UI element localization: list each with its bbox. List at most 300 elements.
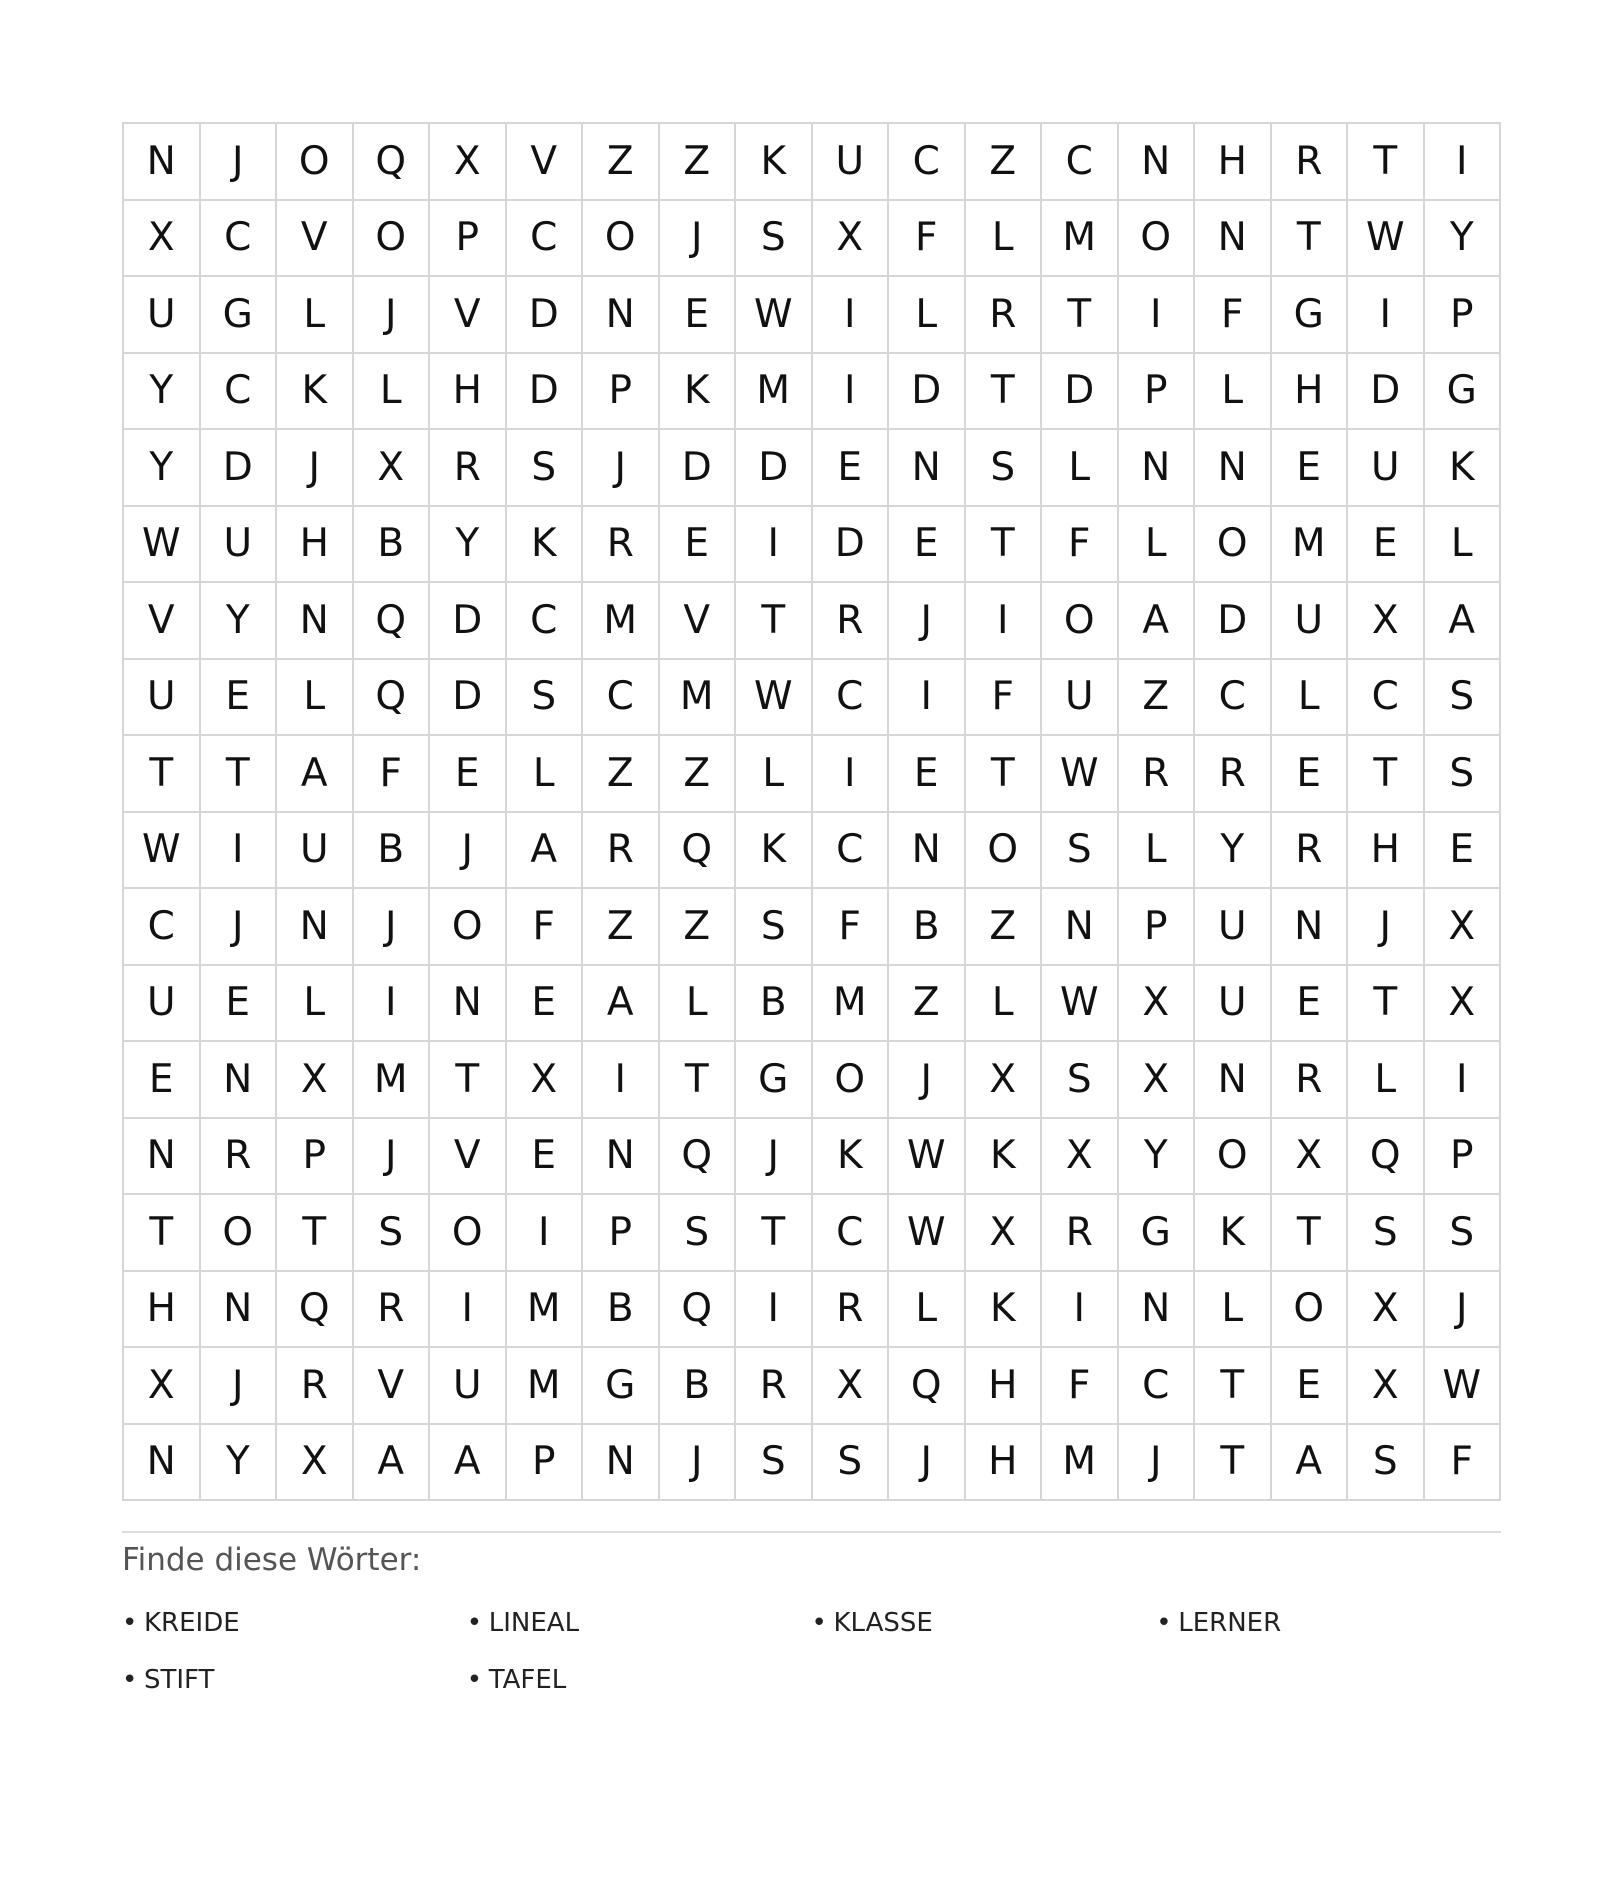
grid-cell[interactable]: R	[736, 1348, 813, 1425]
grid-cell[interactable]: I	[813, 354, 890, 431]
grid-cell[interactable]: D	[889, 354, 966, 431]
grid-cell[interactable]: S	[736, 1425, 813, 1502]
grid-cell[interactable]: R	[583, 507, 660, 584]
grid-cell[interactable]: X	[1272, 1119, 1349, 1196]
grid-cell[interactable]: R	[583, 813, 660, 890]
grid-cell[interactable]: W	[124, 507, 201, 584]
grid-cell[interactable]: J	[354, 889, 431, 966]
grid-cell[interactable]: N	[201, 1042, 278, 1119]
grid-cell[interactable]: G	[1119, 1195, 1196, 1272]
grid-cell[interactable]: C	[1042, 124, 1119, 201]
grid-cell[interactable]: I	[813, 277, 890, 354]
grid-cell[interactable]: G	[736, 1042, 813, 1119]
grid-cell[interactable]: G	[201, 277, 278, 354]
grid-cell[interactable]: W	[736, 660, 813, 737]
grid-cell[interactable]: D	[507, 354, 584, 431]
grid-cell[interactable]: P	[1119, 889, 1196, 966]
grid-cell[interactable]: P	[430, 201, 507, 278]
grid-cell[interactable]: X	[124, 201, 201, 278]
grid-cell[interactable]: L	[736, 736, 813, 813]
grid-cell[interactable]: I	[736, 1272, 813, 1349]
grid-cell[interactable]: M	[1272, 507, 1349, 584]
grid-cell[interactable]: I	[430, 1272, 507, 1349]
grid-cell[interactable]: N	[1195, 430, 1272, 507]
grid-cell[interactable]: U	[1195, 966, 1272, 1043]
grid-cell[interactable]: Q	[660, 813, 737, 890]
grid-cell[interactable]: N	[430, 966, 507, 1043]
grid-cell[interactable]: T	[736, 583, 813, 660]
grid-cell[interactable]: Z	[889, 966, 966, 1043]
grid-cell[interactable]: U	[124, 277, 201, 354]
grid-cell[interactable]: P	[1425, 277, 1502, 354]
grid-cell[interactable]: Z	[1119, 660, 1196, 737]
grid-cell[interactable]: R	[1272, 1042, 1349, 1119]
grid-cell[interactable]: E	[1348, 507, 1425, 584]
grid-cell[interactable]: R	[813, 583, 890, 660]
grid-cell[interactable]: N	[124, 1425, 201, 1502]
grid-cell[interactable]: T	[1272, 201, 1349, 278]
grid-cell[interactable]: E	[889, 507, 966, 584]
grid-cell[interactable]: N	[889, 430, 966, 507]
grid-cell[interactable]: J	[430, 813, 507, 890]
grid-cell[interactable]: N	[889, 813, 966, 890]
grid-cell[interactable]: E	[1272, 430, 1349, 507]
grid-cell[interactable]: K	[1425, 430, 1502, 507]
grid-cell[interactable]: B	[354, 507, 431, 584]
grid-cell[interactable]: T	[1348, 124, 1425, 201]
grid-cell[interactable]: I	[201, 813, 278, 890]
grid-cell[interactable]: K	[736, 124, 813, 201]
grid-cell[interactable]: A	[507, 813, 584, 890]
grid-cell[interactable]: P	[1119, 354, 1196, 431]
grid-cell[interactable]: Z	[660, 736, 737, 813]
grid-cell[interactable]: M	[1042, 1425, 1119, 1502]
grid-cell[interactable]: C	[813, 813, 890, 890]
grid-cell[interactable]: N	[1119, 124, 1196, 201]
grid-cell[interactable]: P	[1425, 1119, 1502, 1196]
grid-cell[interactable]: M	[736, 354, 813, 431]
grid-cell[interactable]: U	[1042, 660, 1119, 737]
grid-cell[interactable]: O	[201, 1195, 278, 1272]
grid-cell[interactable]: N	[583, 277, 660, 354]
grid-cell[interactable]: X	[354, 430, 431, 507]
grid-cell[interactable]: X	[124, 1348, 201, 1425]
grid-cell[interactable]: U	[813, 124, 890, 201]
grid-cell[interactable]: L	[1195, 354, 1272, 431]
grid-cell[interactable]: T	[1348, 736, 1425, 813]
grid-cell[interactable]: Y	[1425, 201, 1502, 278]
grid-cell[interactable]: C	[507, 583, 584, 660]
grid-cell[interactable]: J	[1348, 889, 1425, 966]
grid-cell[interactable]: U	[1348, 430, 1425, 507]
grid-cell[interactable]: X	[1348, 1272, 1425, 1349]
grid-cell[interactable]: N	[1195, 201, 1272, 278]
grid-cell[interactable]: K	[507, 507, 584, 584]
grid-cell[interactable]: Y	[1119, 1119, 1196, 1196]
grid-cell[interactable]: I	[966, 583, 1043, 660]
grid-cell[interactable]: M	[660, 660, 737, 737]
grid-cell[interactable]: G	[1272, 277, 1349, 354]
grid-cell[interactable]: N	[124, 124, 201, 201]
grid-cell[interactable]: R	[966, 277, 1043, 354]
grid-cell[interactable]: S	[813, 1425, 890, 1502]
grid-cell[interactable]: Z	[583, 889, 660, 966]
grid-cell[interactable]: J	[889, 583, 966, 660]
grid-cell[interactable]: N	[1042, 889, 1119, 966]
grid-cell[interactable]: E	[201, 966, 278, 1043]
grid-cell[interactable]: V	[430, 277, 507, 354]
grid-cell[interactable]: R	[1195, 736, 1272, 813]
grid-cell[interactable]: T	[1195, 1348, 1272, 1425]
grid-cell[interactable]: S	[660, 1195, 737, 1272]
grid-cell[interactable]: W	[889, 1195, 966, 1272]
grid-cell[interactable]: V	[124, 583, 201, 660]
grid-cell[interactable]: I	[1425, 1042, 1502, 1119]
grid-cell[interactable]: D	[813, 507, 890, 584]
grid-cell[interactable]: W	[889, 1119, 966, 1196]
grid-cell[interactable]: X	[277, 1425, 354, 1502]
grid-cell[interactable]: H	[124, 1272, 201, 1349]
grid-cell[interactable]: F	[1425, 1425, 1502, 1502]
grid-cell[interactable]: I	[736, 507, 813, 584]
grid-cell[interactable]: J	[201, 1348, 278, 1425]
grid-cell[interactable]: T	[277, 1195, 354, 1272]
grid-cell[interactable]: Q	[889, 1348, 966, 1425]
grid-cell[interactable]: R	[1272, 124, 1349, 201]
grid-cell[interactable]: P	[583, 1195, 660, 1272]
grid-cell[interactable]: B	[660, 1348, 737, 1425]
grid-cell[interactable]: K	[966, 1272, 1043, 1349]
grid-cell[interactable]: W	[736, 277, 813, 354]
grid-cell[interactable]: E	[813, 430, 890, 507]
grid-cell[interactable]: A	[1425, 583, 1502, 660]
grid-cell[interactable]: U	[201, 507, 278, 584]
grid-cell[interactable]: L	[1348, 1042, 1425, 1119]
grid-cell[interactable]: T	[736, 1195, 813, 1272]
grid-cell[interactable]: B	[736, 966, 813, 1043]
grid-cell[interactable]: Q	[354, 660, 431, 737]
grid-cell[interactable]: I	[1425, 124, 1502, 201]
grid-cell[interactable]: O	[1195, 1119, 1272, 1196]
grid-cell[interactable]: Y	[201, 1425, 278, 1502]
grid-cell[interactable]: N	[583, 1119, 660, 1196]
grid-cell[interactable]: M	[354, 1042, 431, 1119]
grid-cell[interactable]: X	[966, 1042, 1043, 1119]
grid-cell[interactable]: U	[430, 1348, 507, 1425]
grid-cell[interactable]: Y	[430, 507, 507, 584]
grid-cell[interactable]: J	[1425, 1272, 1502, 1349]
grid-cell[interactable]: K	[1195, 1195, 1272, 1272]
grid-cell[interactable]: A	[277, 736, 354, 813]
grid-cell[interactable]: F	[354, 736, 431, 813]
grid-cell[interactable]: J	[354, 1119, 431, 1196]
grid-cell[interactable]: D	[1348, 354, 1425, 431]
grid-cell[interactable]: X	[813, 1348, 890, 1425]
grid-cell[interactable]: J	[1119, 1425, 1196, 1502]
grid-cell[interactable]: A	[430, 1425, 507, 1502]
grid-cell[interactable]: S	[966, 430, 1043, 507]
grid-cell[interactable]: T	[124, 1195, 201, 1272]
grid-cell[interactable]: X	[1425, 889, 1502, 966]
grid-cell[interactable]: Z	[966, 124, 1043, 201]
grid-cell[interactable]: L	[889, 1272, 966, 1349]
grid-cell[interactable]: X	[507, 1042, 584, 1119]
grid-cell[interactable]: B	[354, 813, 431, 890]
grid-cell[interactable]: I	[1042, 1272, 1119, 1349]
grid-cell[interactable]: I	[1348, 277, 1425, 354]
grid-cell[interactable]: H	[277, 507, 354, 584]
grid-cell[interactable]: C	[124, 889, 201, 966]
grid-cell[interactable]: H	[966, 1348, 1043, 1425]
grid-cell[interactable]: T	[124, 736, 201, 813]
grid-cell[interactable]: E	[124, 1042, 201, 1119]
grid-cell[interactable]: A	[354, 1425, 431, 1502]
grid-cell[interactable]: H	[1195, 124, 1272, 201]
grid-cell[interactable]: S	[1425, 1195, 1502, 1272]
grid-cell[interactable]: C	[813, 660, 890, 737]
grid-cell[interactable]: E	[1272, 1348, 1349, 1425]
grid-cell[interactable]: L	[354, 354, 431, 431]
grid-cell[interactable]: V	[430, 1119, 507, 1196]
grid-cell[interactable]: S	[736, 201, 813, 278]
grid-cell[interactable]: S	[1425, 736, 1502, 813]
grid-cell[interactable]: T	[1272, 1195, 1349, 1272]
grid-cell[interactable]: Z	[583, 736, 660, 813]
grid-cell[interactable]: B	[583, 1272, 660, 1349]
grid-cell[interactable]: E	[660, 507, 737, 584]
grid-cell[interactable]: Y	[1195, 813, 1272, 890]
grid-cell[interactable]: S	[507, 430, 584, 507]
grid-cell[interactable]: D	[660, 430, 737, 507]
grid-cell[interactable]: P	[583, 354, 660, 431]
grid-cell[interactable]: I	[354, 966, 431, 1043]
grid-cell[interactable]: W	[124, 813, 201, 890]
grid-cell[interactable]: K	[813, 1119, 890, 1196]
grid-cell[interactable]: F	[1042, 1348, 1119, 1425]
grid-cell[interactable]: X	[966, 1195, 1043, 1272]
grid-cell[interactable]: A	[1272, 1425, 1349, 1502]
grid-cell[interactable]: V	[507, 124, 584, 201]
grid-cell[interactable]: Q	[354, 124, 431, 201]
grid-cell[interactable]: A	[583, 966, 660, 1043]
grid-cell[interactable]: L	[277, 277, 354, 354]
grid-cell[interactable]: W	[1042, 966, 1119, 1043]
grid-cell[interactable]: M	[583, 583, 660, 660]
grid-cell[interactable]: T	[201, 736, 278, 813]
grid-cell[interactable]: O	[1272, 1272, 1349, 1349]
grid-cell[interactable]: M	[507, 1348, 584, 1425]
grid-cell[interactable]: Y	[201, 583, 278, 660]
grid-cell[interactable]: O	[966, 813, 1043, 890]
grid-cell[interactable]: S	[1348, 1425, 1425, 1502]
grid-cell[interactable]: H	[1348, 813, 1425, 890]
grid-cell[interactable]: X	[1119, 966, 1196, 1043]
grid-cell[interactable]: T	[1348, 966, 1425, 1043]
grid-cell[interactable]: L	[1119, 813, 1196, 890]
grid-cell[interactable]: O	[1195, 507, 1272, 584]
grid-cell[interactable]: N	[277, 583, 354, 660]
grid-cell[interactable]: O	[1042, 583, 1119, 660]
grid-cell[interactable]: L	[889, 277, 966, 354]
grid-cell[interactable]: E	[889, 736, 966, 813]
grid-cell[interactable]: C	[1119, 1348, 1196, 1425]
grid-cell[interactable]: S	[1348, 1195, 1425, 1272]
grid-cell[interactable]: V	[660, 583, 737, 660]
grid-cell[interactable]: N	[1272, 889, 1349, 966]
grid-cell[interactable]: D	[1195, 583, 1272, 660]
grid-cell[interactable]: N	[201, 1272, 278, 1349]
grid-cell[interactable]: T	[966, 354, 1043, 431]
grid-cell[interactable]: C	[201, 354, 278, 431]
grid-cell[interactable]: L	[966, 201, 1043, 278]
grid-cell[interactable]: B	[889, 889, 966, 966]
grid-cell[interactable]: T	[1195, 1425, 1272, 1502]
grid-cell[interactable]: R	[430, 430, 507, 507]
grid-cell[interactable]: R	[1042, 1195, 1119, 1272]
grid-cell[interactable]: M	[507, 1272, 584, 1349]
grid-cell[interactable]: R	[1119, 736, 1196, 813]
grid-cell[interactable]: C	[1348, 660, 1425, 737]
grid-cell[interactable]: O	[430, 1195, 507, 1272]
grid-cell[interactable]: R	[813, 1272, 890, 1349]
grid-cell[interactable]: K	[277, 354, 354, 431]
grid-cell[interactable]: X	[813, 201, 890, 278]
grid-cell[interactable]: I	[889, 660, 966, 737]
grid-cell[interactable]: O	[1119, 201, 1196, 278]
grid-cell[interactable]: G	[583, 1348, 660, 1425]
grid-cell[interactable]: U	[1272, 583, 1349, 660]
grid-cell[interactable]: U	[124, 966, 201, 1043]
grid-cell[interactable]: D	[430, 660, 507, 737]
grid-cell[interactable]: J	[889, 1425, 966, 1502]
grid-cell[interactable]: F	[966, 660, 1043, 737]
grid-cell[interactable]: E	[1272, 966, 1349, 1043]
grid-cell[interactable]: E	[1272, 736, 1349, 813]
grid-cell[interactable]: J	[354, 277, 431, 354]
grid-cell[interactable]: S	[507, 660, 584, 737]
grid-cell[interactable]: T	[966, 736, 1043, 813]
grid-cell[interactable]: D	[1042, 354, 1119, 431]
grid-cell[interactable]: E	[660, 277, 737, 354]
grid-cell[interactable]: F	[507, 889, 584, 966]
grid-cell[interactable]: I	[813, 736, 890, 813]
grid-cell[interactable]: W	[1348, 201, 1425, 278]
grid-cell[interactable]: E	[507, 966, 584, 1043]
grid-cell[interactable]: Y	[124, 354, 201, 431]
grid-cell[interactable]: J	[889, 1042, 966, 1119]
grid-cell[interactable]: Q	[660, 1119, 737, 1196]
grid-cell[interactable]: Q	[277, 1272, 354, 1349]
grid-cell[interactable]: E	[201, 660, 278, 737]
grid-cell[interactable]: S	[1042, 1042, 1119, 1119]
grid-cell[interactable]: O	[813, 1042, 890, 1119]
grid-cell[interactable]: X	[1348, 583, 1425, 660]
grid-cell[interactable]: W	[1425, 1348, 1502, 1425]
grid-cell[interactable]: J	[277, 430, 354, 507]
grid-cell[interactable]: L	[966, 966, 1043, 1043]
grid-cell[interactable]: L	[1425, 507, 1502, 584]
grid-cell[interactable]: I	[507, 1195, 584, 1272]
grid-cell[interactable]: J	[583, 430, 660, 507]
grid-cell[interactable]: N	[1119, 430, 1196, 507]
grid-cell[interactable]: U	[124, 660, 201, 737]
grid-cell[interactable]: L	[1119, 507, 1196, 584]
grid-cell[interactable]: Q	[1348, 1119, 1425, 1196]
grid-cell[interactable]: X	[1119, 1042, 1196, 1119]
grid-cell[interactable]: C	[1195, 660, 1272, 737]
grid-cell[interactable]: Z	[660, 889, 737, 966]
grid-cell[interactable]: J	[660, 201, 737, 278]
grid-cell[interactable]: C	[201, 201, 278, 278]
grid-cell[interactable]: E	[430, 736, 507, 813]
grid-cell[interactable]: J	[201, 889, 278, 966]
grid-cell[interactable]: R	[201, 1119, 278, 1196]
grid-cell[interactable]: H	[430, 354, 507, 431]
grid-cell[interactable]: K	[966, 1119, 1043, 1196]
grid-cell[interactable]: Q	[660, 1272, 737, 1349]
grid-cell[interactable]: P	[507, 1425, 584, 1502]
grid-cell[interactable]: R	[277, 1348, 354, 1425]
grid-cell[interactable]: E	[1425, 813, 1502, 890]
grid-cell[interactable]: I	[1119, 277, 1196, 354]
grid-cell[interactable]: D	[507, 277, 584, 354]
grid-cell[interactable]: C	[583, 660, 660, 737]
grid-cell[interactable]: X	[1042, 1119, 1119, 1196]
grid-cell[interactable]: Z	[660, 124, 737, 201]
grid-cell[interactable]: R	[1272, 813, 1349, 890]
grid-cell[interactable]: L	[507, 736, 584, 813]
grid-cell[interactable]: D	[736, 430, 813, 507]
grid-cell[interactable]: Y	[124, 430, 201, 507]
grid-cell[interactable]: Z	[966, 889, 1043, 966]
grid-cell[interactable]: X	[277, 1042, 354, 1119]
grid-cell[interactable]: P	[277, 1119, 354, 1196]
grid-cell[interactable]: S	[1042, 813, 1119, 890]
grid-cell[interactable]: G	[1425, 354, 1502, 431]
grid-cell[interactable]: O	[354, 201, 431, 278]
grid-cell[interactable]: W	[1042, 736, 1119, 813]
grid-cell[interactable]: S	[1425, 660, 1502, 737]
grid-cell[interactable]: J	[660, 1425, 737, 1502]
grid-cell[interactable]: H	[1272, 354, 1349, 431]
grid-cell[interactable]: X	[1425, 966, 1502, 1043]
grid-cell[interactable]: N	[1119, 1272, 1196, 1349]
grid-cell[interactable]: I	[583, 1042, 660, 1119]
grid-cell[interactable]: L	[660, 966, 737, 1043]
grid-cell[interactable]: H	[966, 1425, 1043, 1502]
grid-cell[interactable]: F	[1042, 507, 1119, 584]
grid-cell[interactable]: F	[889, 201, 966, 278]
grid-cell[interactable]: L	[1042, 430, 1119, 507]
grid-cell[interactable]: A	[1119, 583, 1196, 660]
grid-cell[interactable]: X	[430, 124, 507, 201]
grid-cell[interactable]: C	[507, 201, 584, 278]
grid-cell[interactable]: V	[354, 1348, 431, 1425]
grid-cell[interactable]: C	[889, 124, 966, 201]
grid-cell[interactable]: T	[660, 1042, 737, 1119]
grid-cell[interactable]: O	[430, 889, 507, 966]
grid-cell[interactable]: O	[277, 124, 354, 201]
grid-cell[interactable]: O	[583, 201, 660, 278]
grid-cell[interactable]: J	[736, 1119, 813, 1196]
grid-cell[interactable]: V	[277, 201, 354, 278]
grid-cell[interactable]: U	[277, 813, 354, 890]
grid-cell[interactable]: F	[1195, 277, 1272, 354]
grid-cell[interactable]: N	[583, 1425, 660, 1502]
grid-cell[interactable]: L	[277, 660, 354, 737]
grid-cell[interactable]: Z	[583, 124, 660, 201]
grid-cell[interactable]: U	[1195, 889, 1272, 966]
